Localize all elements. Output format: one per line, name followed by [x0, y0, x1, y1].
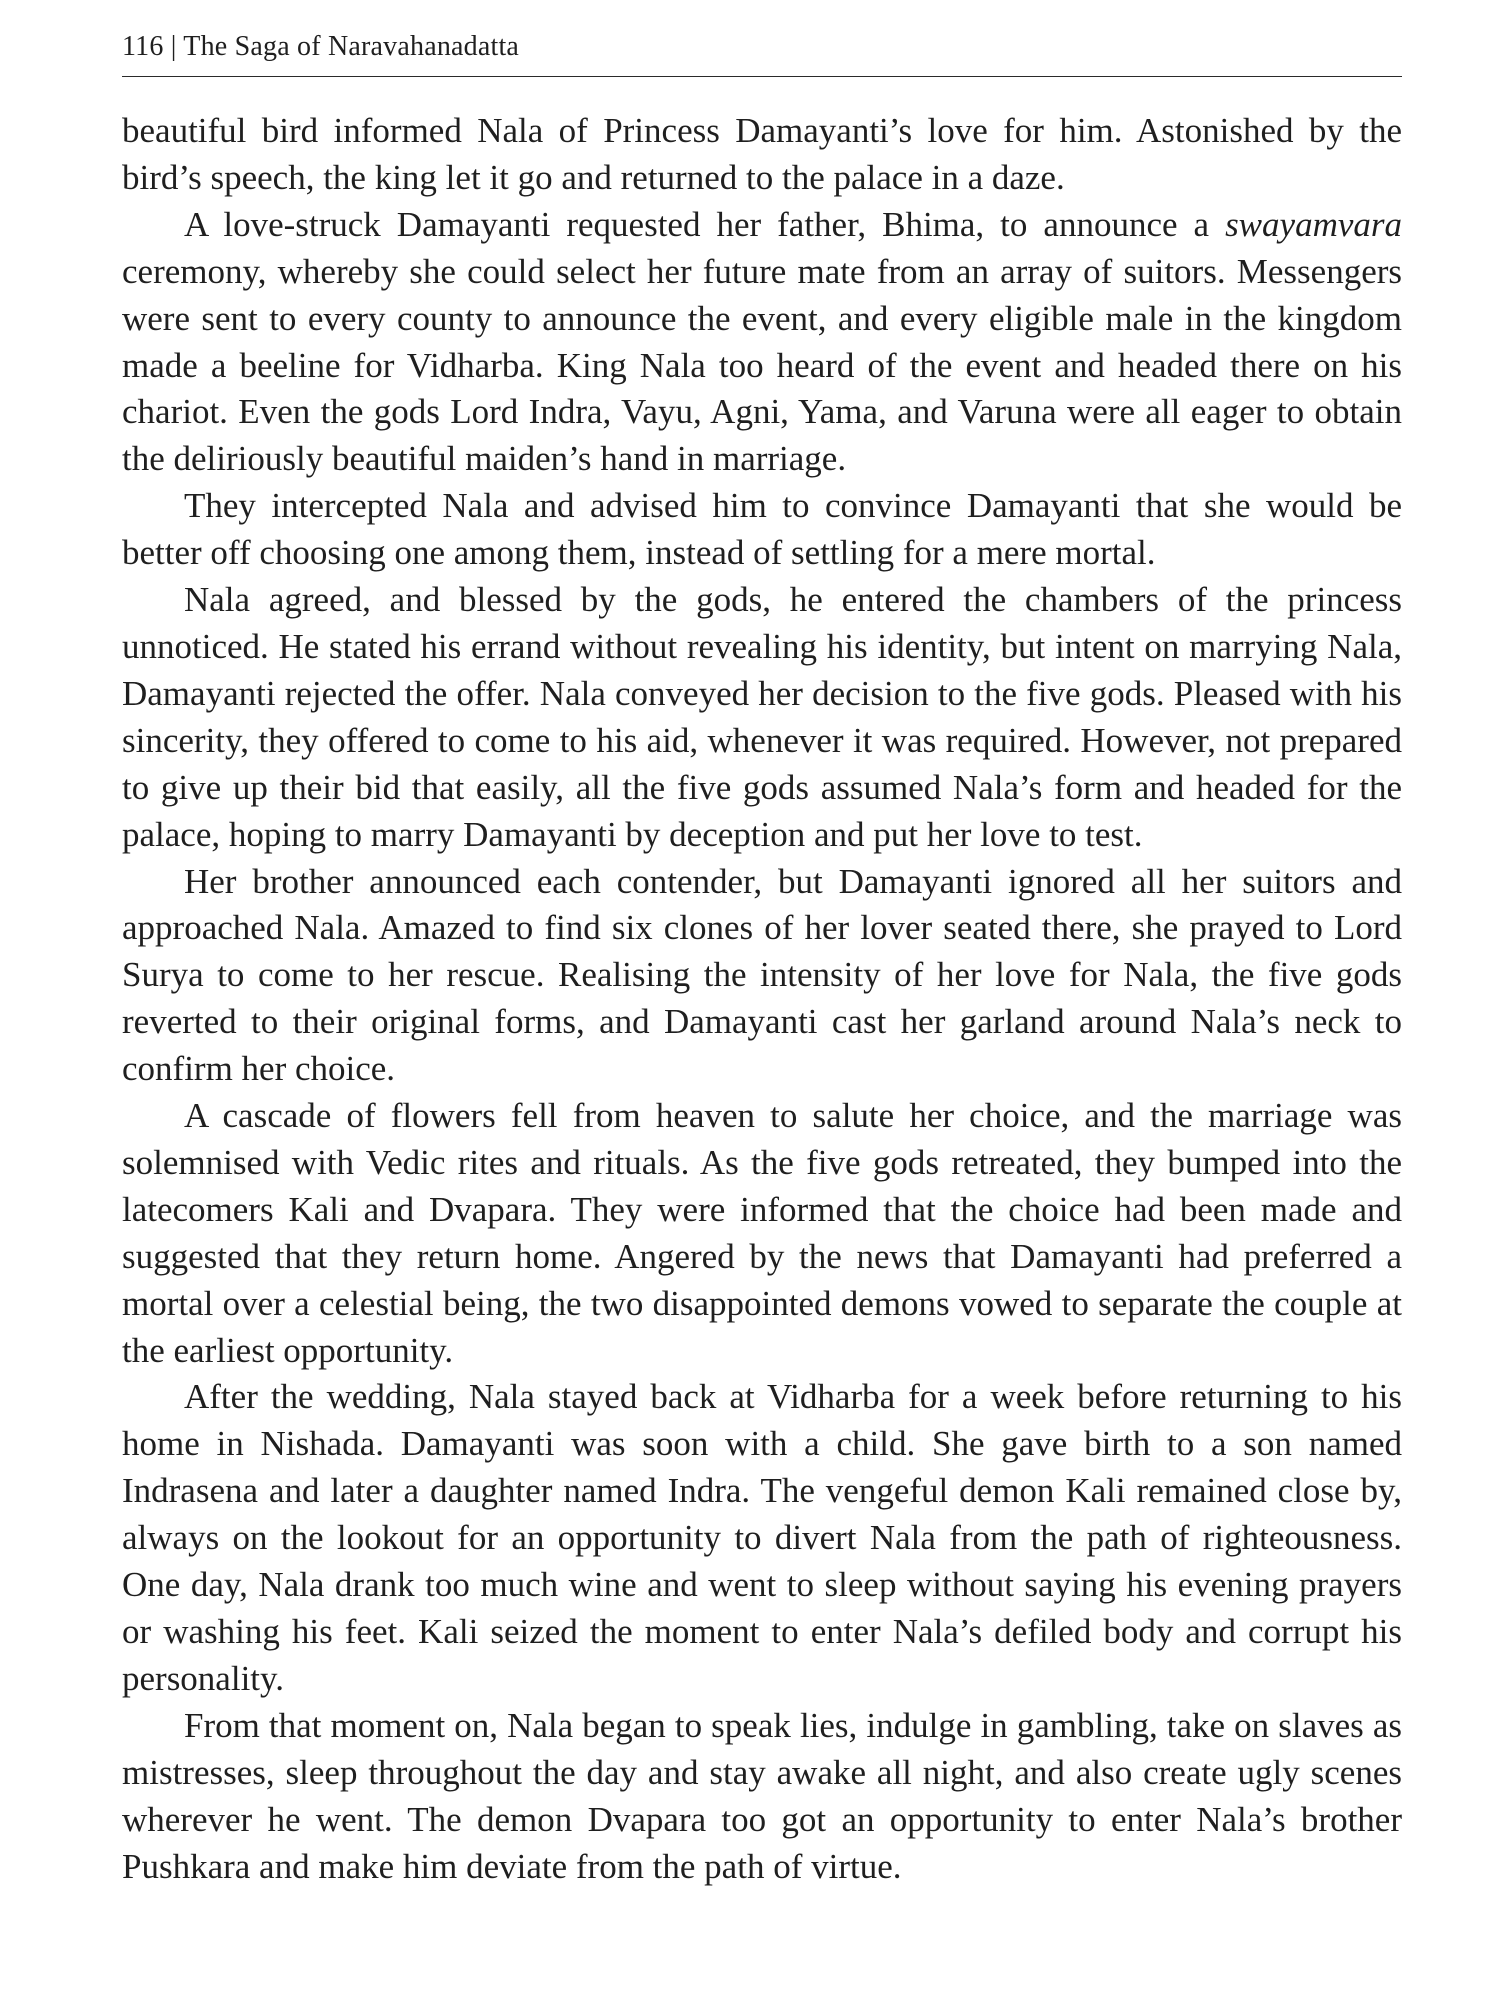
paragraph-text: ceremony, whereby she could select her future mate from an array of suitors. Messengers were sent to every county to announce the event, and every eligible male in the kingdom made a beeline for Vidharba. King Nala too heard of the event and headed there on his chariot. Even the gods Lord Indra, Vayu, Agni, Yama, and Varuna were all eager to obtain the deliriously beautiful maiden’s hand in marriage. — [122, 251, 1402, 479]
book-title: The Saga of Naravahanadatta — [183, 31, 520, 62]
paragraph-gods-intercept: They intercepted Nala and advised him to convince Damayanti that she would be better off choosing one among them, instead of settling for a mere mortal. — [122, 486, 1402, 573]
page-number: 116 — [122, 31, 164, 62]
paragraph-swayamvara — [122, 202, 1402, 483]
italic-term: swayamvara — [1225, 204, 1402, 244]
body-text — [122, 108, 1402, 1890]
header-separator: | — [170, 31, 177, 62]
header-rule — [122, 76, 1402, 77]
paragraph-nala-errand: Nala agreed, and blessed by the gods, he entered the chambers of the princess unnoticed. He stated his errand without revealing his identity, but intent on marrying Nala, Damayanti rejected the offer. Nala conveyed her decision to the five gods. Pleased with his sincerity, they offered to come to his aid, whenever it was required. However, not prepared to give up their bid that easily, all the five gods assumed Nala’s form and headed for the palace, hoping to marry Damayanti by deception and put her love to test. — [122, 580, 1402, 854]
running-header — [122, 30, 1402, 64]
paragraph-choice: Her brother announced each contender, but Damayanti ignored all her suitors and approached Nala. Amazed to find six clones of her lover seated there, she prayed to Lord Surya to come to her rescue. Realising the intensity of her love for Nala, the five gods reverted to their original forms, and Damayanti cast her garland around Nala’s neck to confirm her choice. — [122, 861, 1402, 1089]
paragraph-marriage: A cascade of flowers fell from heaven to salute her choice, and the marriage was solemnised with Vedic rites and rituals. As the five gods retreated, they bumped into the latecomers Kali and Dvapara. They were informed that the choice had been made and suggested that they return home. Angered by the news that Damayanti had preferred a mortal over a celestial being, the two disappointed demons vowed to separate the couple at the earliest opportunity. — [122, 1096, 1402, 1370]
paragraph-kali: After the wedding, Nala stayed back at Vidharba for a week before returning to his home in Nishada. Damayanti was soon with a child. She gave birth to a son named Indrasena and later a daughter named Indra. The vengeful demon Kali remained close by, always on the lookout for an opportunity to divert Nala from the path of righteousness. One day, Nala drank too much wine and went to sleep without saying his evening prayers or washing his feet. Kali seized the moment to enter Nala’s defiled body and corrupt his personality. — [122, 1377, 1402, 1698]
paragraph-continuation: beautiful bird informed Nala of Princess Damayanti’s love for him. Astonished by the bird’s speech, the king let it go and returned to the palace in a daze. — [122, 111, 1402, 197]
paragraph-corruption: From that moment on, Nala began to speak lies, indulge in gambling, take on slaves as mistresses, sleep throughout the day and stay awake all night, and also create ugly scenes wherever he went. The demon Dvapara too got an opportunity to enter Nala’s brother Pushkara and make him deviate from the path of virtue. — [122, 1705, 1402, 1886]
paragraph-text: A love-struck Damayanti requested her father, Bhima, to announce a — [184, 204, 1226, 244]
